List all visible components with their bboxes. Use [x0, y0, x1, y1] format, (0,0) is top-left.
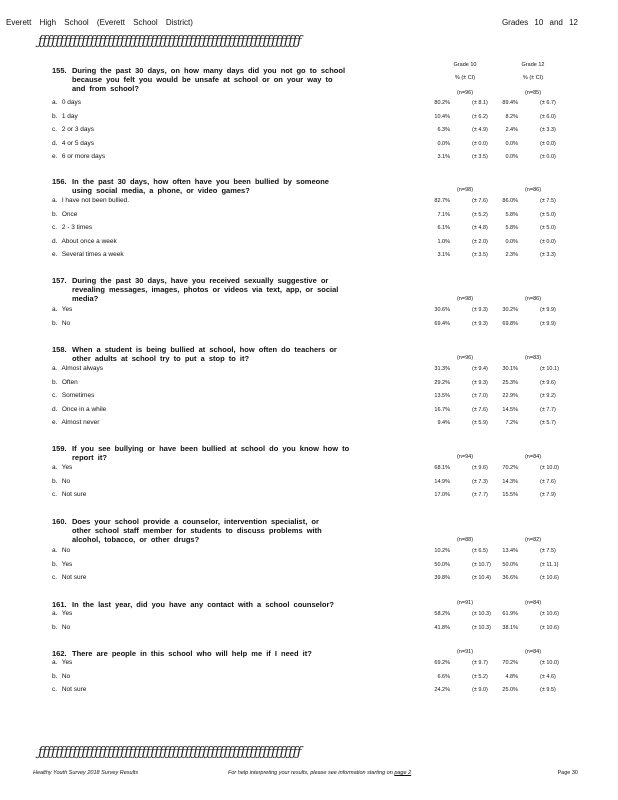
answer-letter: e. — [52, 153, 58, 161]
grade10-percent: 69.2% — [434, 660, 450, 666]
answer-letter: b. — [52, 378, 58, 386]
grade12-sample-size: (n=84) — [524, 600, 542, 606]
answer-text: No — [61, 547, 71, 554]
grade10-percent: 29.2% — [434, 379, 450, 386]
grade12-ci: (± 9.6) — [540, 379, 556, 386]
answer-text: Not sure — [61, 686, 87, 694]
grade12-percent: 0.0% — [505, 238, 518, 245]
answer-text: 1 day — [61, 112, 78, 120]
grade10-pct-ci: % (± CI) — [454, 75, 476, 81]
grade10-percent: 41.8% — [434, 624, 450, 631]
answer-letter: c. — [52, 126, 58, 134]
question-line: because you felt you would be unsafe at school or on your way to — [72, 75, 333, 84]
grade10-ci: (± 9.0) — [472, 687, 488, 694]
answer-row — [52, 153, 612, 163]
answer-letter: c. — [52, 574, 58, 582]
answer-row — [52, 478, 612, 488]
grade12-percent: 30.2% — [502, 307, 518, 313]
question-number: 161. — [52, 600, 67, 609]
question-number: 159. — [52, 444, 67, 453]
grade10-percent: 17.0% — [434, 492, 450, 499]
grade12-ci: (± 3.3) — [540, 252, 556, 259]
grade10-ci: (± 7.6) — [472, 198, 488, 204]
question-line: In the last year, did you have any contact with a school counselor? — [72, 600, 334, 609]
grade10-ci: (± 9.3) — [472, 307, 488, 313]
answer-text: 6 or more days — [61, 153, 106, 161]
grade12-percent: 61.9% — [502, 611, 518, 617]
answer-letter: e. — [52, 251, 58, 259]
grade10-percent: 6.6% — [437, 673, 450, 680]
grade12-percent: 69.8% — [502, 320, 518, 327]
answer-label — [52, 659, 72, 666]
answer-row — [52, 365, 612, 375]
grade10-percent: 6.1% — [437, 225, 450, 232]
grade10-ci: (± 10.7) — [472, 561, 491, 568]
grade12-ci: (± 10.0) — [540, 465, 559, 471]
answer-label — [52, 224, 92, 231]
answer-letter: a. — [52, 197, 58, 204]
question-line: During the past 30 days, have you received sexually suggestive or — [72, 276, 329, 285]
grade12-ci: (± 6.0) — [540, 113, 556, 120]
grade10-ci: (± 7.7) — [472, 492, 488, 499]
grade12-percent: 38.1% — [502, 624, 518, 631]
grade10-ci: (± 5.2) — [472, 211, 488, 218]
grade12-ci: (± 0.0) — [540, 154, 556, 161]
answer-letter: b. — [52, 560, 58, 568]
grade10-percent: 24.2% — [434, 687, 450, 694]
answer-letter: d. — [52, 139, 58, 147]
answer-row — [52, 673, 612, 683]
answer-label — [52, 238, 117, 245]
answer-row — [52, 392, 612, 402]
grade12-ci: (± 7.5) — [540, 198, 556, 204]
answer-letter: a. — [52, 547, 58, 554]
question-number: 156. — [52, 177, 67, 186]
answer-text: Almost always — [61, 365, 103, 372]
answer-label — [52, 491, 86, 498]
grade12-percent: 50.0% — [502, 561, 518, 568]
grade12-percent: 2.4% — [505, 127, 518, 134]
grade12-percent: 30.1% — [502, 366, 518, 372]
answer-row — [52, 464, 612, 474]
answer-text: Yes — [61, 659, 73, 666]
grade12-percent: 5.8% — [505, 225, 518, 232]
grade10-ci: (± 9.3) — [472, 379, 488, 386]
grade10-sample-size: (n=96) — [456, 90, 474, 96]
answer-label — [52, 561, 72, 568]
answer-text: No — [61, 672, 71, 680]
grade12-percent: 22.9% — [502, 393, 518, 400]
answer-label — [52, 211, 77, 218]
footer-help-text — [228, 770, 411, 776]
question-line: using social media, a phone, or video games? — [72, 186, 250, 195]
school-name: Everett High School (Everett School District) — [6, 18, 193, 27]
grade12-percent: 36.6% — [502, 575, 518, 582]
footer-survey-title: Healthy Youth Survey 2018 Survey Results — [33, 770, 139, 776]
answer-letter: b. — [52, 319, 58, 327]
grade10-sample-size: (n=91) — [456, 649, 474, 655]
grade12-sample-size: (n=83) — [524, 355, 542, 361]
question-text — [52, 66, 372, 93]
grade10-percent: 31.3% — [434, 366, 450, 372]
question-line: When a student is being bullied at school, how often do teachers or — [72, 345, 337, 354]
answer-letter: a. — [52, 464, 58, 471]
grade10-ci: (± 4.8) — [472, 225, 488, 232]
bottom-divider: ƒƒƒƒƒƒƒƒƒƒƒƒƒƒƒƒƒƒƒƒƒƒƒƒƒƒƒƒƒƒƒƒƒƒƒƒƒƒƒƒƒƒƒƒƒƒƒƒƒƒƒƒƒƒƒƒƒƒƒƒƒ — [38, 745, 302, 760]
question-line: There are people in this school who will help me if I need it? — [72, 649, 312, 658]
answer-text: Not sure — [61, 574, 87, 582]
grade10-sample-size: (n=96) — [456, 355, 474, 361]
grade10-ci: (± 7.0) — [472, 393, 488, 400]
answer-label — [52, 574, 86, 581]
grade12-percent: 25.3% — [502, 379, 518, 386]
answer-text: 2 or 3 days — [61, 126, 94, 134]
grade12-percent: 14.3% — [502, 478, 518, 485]
answer-text: Almost never — [61, 419, 100, 427]
answer-label — [52, 379, 78, 386]
answer-row — [52, 491, 612, 501]
answer-label — [52, 320, 70, 327]
answer-letter: d. — [52, 405, 58, 413]
grade12-percent: 4.8% — [505, 673, 518, 680]
grade10-ci: (± 10.3) — [472, 624, 491, 631]
question-text — [52, 345, 372, 363]
answer-row — [52, 547, 612, 557]
grade12-ci: (± 10.6) — [540, 624, 559, 631]
grade12-percent: 2.3% — [505, 252, 518, 259]
question-line: other adults at school try to put a stop to it? — [72, 354, 250, 363]
grade10-percent: 10.2% — [434, 548, 450, 554]
answer-row — [52, 574, 612, 584]
answer-row — [52, 610, 612, 620]
grade12-percent: 0.0% — [505, 140, 518, 147]
grade10-percent: 1.0% — [437, 238, 450, 245]
grade12-percent: 86.0% — [502, 198, 518, 204]
grade12-percent: 89.4% — [502, 100, 518, 106]
answer-text: Yes — [61, 306, 73, 313]
grade10-ci: (± 7.6) — [472, 406, 488, 413]
answer-text: Once in a while — [61, 405, 107, 413]
answer-letter: b. — [52, 477, 58, 485]
grade10-percent: 10.4% — [434, 113, 450, 120]
answer-letter: d. — [52, 237, 58, 245]
answer-text: No — [61, 623, 71, 631]
grade10-ci: (± 4.9) — [472, 127, 488, 134]
grade12-sample-size: (n=86) — [524, 187, 542, 193]
answer-text: Once — [61, 210, 78, 218]
grade10-ci: (± 10.4) — [472, 575, 491, 582]
page-number: Page 30 — [557, 770, 578, 776]
answer-letter: e. — [52, 419, 58, 427]
question-number: 158. — [52, 345, 67, 354]
answer-row — [52, 624, 612, 634]
answer-label — [52, 153, 105, 160]
answer-letter: a. — [52, 365, 58, 372]
grade12-percent: 25.0% — [502, 687, 518, 694]
answer-label — [52, 547, 70, 554]
question-line: report it? — [72, 453, 107, 462]
answer-row — [52, 224, 612, 234]
grade12-ci: (± 10.1) — [540, 366, 559, 372]
question-text — [52, 276, 372, 303]
answer-label — [52, 306, 72, 313]
question-text — [52, 600, 372, 609]
answer-letter: c. — [52, 224, 58, 232]
answer-label — [52, 126, 94, 133]
grade12-ci: (± 10.0) — [540, 660, 559, 666]
grade10-ci: (± 10.3) — [472, 611, 491, 617]
question-line: alcohol, tobacco, or other drugs? — [72, 535, 200, 544]
grade10-percent: 16.7% — [434, 406, 450, 413]
answer-label — [52, 464, 72, 471]
grade10-sample-size: (n=98) — [456, 296, 474, 302]
question-text — [52, 517, 372, 544]
answer-text: Yes — [61, 464, 73, 471]
question-line: revealing messages, images, photos or videos via text, app, or social — [72, 285, 339, 294]
answer-letter: a. — [52, 99, 58, 106]
grade10-sample-size: (n=88) — [456, 537, 474, 543]
grade12-percent: 8.2% — [505, 113, 518, 120]
grade10-percent: 3.1% — [437, 154, 450, 161]
answer-letter: a. — [52, 610, 58, 617]
answer-text: 0 days — [61, 99, 81, 106]
answer-text: No — [61, 319, 71, 327]
answer-row — [52, 320, 612, 330]
answer-label — [52, 140, 94, 147]
grade12-percent: 7.2% — [505, 420, 518, 427]
footer-help-prefix: For help interpreting your results, please see information starting on — [228, 770, 393, 776]
answer-label — [52, 113, 78, 120]
grade12-ci: (± 9.5) — [540, 687, 556, 694]
answer-text: 2 - 3 times — [61, 224, 93, 232]
answer-text: Yes — [61, 560, 73, 568]
answer-letter: a. — [52, 659, 58, 666]
grade10-ci: (± 5.9) — [472, 420, 488, 427]
grade10-ci: (± 2.0) — [472, 238, 488, 245]
answer-row — [52, 379, 612, 389]
grade12-ci: (± 7.6) — [540, 478, 556, 485]
grade10-percent: 68.1% — [434, 465, 450, 471]
answer-row — [52, 197, 612, 207]
grade12-sample-size: (n=86) — [524, 296, 542, 302]
grade10-ci: (± 9.4) — [472, 366, 488, 372]
grade10-percent: 0.0% — [437, 140, 450, 147]
question-text — [52, 177, 372, 195]
answer-text: I have not been bullied. — [61, 197, 130, 204]
grade10-ci: (± 7.3) — [472, 478, 488, 485]
answer-label — [52, 197, 129, 204]
grade10-sample-size: (n=94) — [456, 454, 474, 460]
question-text — [52, 444, 372, 462]
grade10-percent: 13.5% — [434, 393, 450, 400]
question-line: other school staff member for students to discuss problems with — [72, 526, 322, 535]
grade10-sample-size: (n=98) — [456, 187, 474, 193]
answer-row — [52, 99, 612, 109]
answer-label — [52, 406, 106, 413]
answer-row — [52, 406, 612, 416]
question-line: If you see bullying or have been bullied at school do you know how to — [72, 444, 350, 453]
grade10-percent: 3.1% — [437, 252, 450, 259]
grade10-percent: 82.7% — [434, 198, 450, 204]
answer-letter: c. — [52, 392, 58, 400]
grade10-title: Grade 10 — [453, 62, 477, 68]
question-number: 162. — [52, 649, 67, 658]
grade12-ci: (± 9.9) — [540, 320, 556, 327]
top-divider: ƒƒƒƒƒƒƒƒƒƒƒƒƒƒƒƒƒƒƒƒƒƒƒƒƒƒƒƒƒƒƒƒƒƒƒƒƒƒƒƒƒƒƒƒƒƒƒƒƒƒƒƒƒƒƒƒƒƒƒƒƒ — [38, 34, 302, 49]
answer-text: Several times a week — [61, 251, 124, 259]
question-line: and from school? — [72, 84, 139, 93]
grade12-ci: (± 9.9) — [540, 307, 556, 313]
grade12-ci: (± 5.0) — [540, 211, 556, 218]
answer-label — [52, 478, 70, 485]
grade12-ci: (± 6.7) — [540, 100, 556, 106]
grade10-percent: 30.6% — [434, 307, 450, 313]
answer-label — [52, 251, 124, 258]
answer-row — [52, 686, 612, 696]
answer-label — [52, 673, 70, 680]
answer-text: Yes — [61, 610, 73, 617]
grade12-title: Grade 12 — [521, 62, 545, 68]
grade10-sample-size: (n=91) — [456, 600, 474, 606]
answer-letter: b. — [52, 672, 58, 680]
answer-row — [52, 113, 612, 123]
answer-text: About once a week — [61, 237, 117, 245]
answer-label — [52, 610, 72, 617]
answer-row — [52, 306, 612, 316]
answer-letter: c. — [52, 491, 58, 499]
grade10-percent: 39.8% — [434, 575, 450, 582]
answer-label — [52, 99, 81, 106]
grade10-percent: 7.1% — [437, 211, 450, 218]
answer-label — [52, 686, 86, 693]
grade12-ci: (± 7.7) — [540, 406, 556, 413]
grade12-ci: (± 10.6) — [540, 575, 559, 582]
grade12-ci: (± 10.6) — [540, 611, 559, 617]
grade10-ci: (± 9.3) — [472, 320, 488, 327]
grade12-ci: (± 3.3) — [540, 127, 556, 134]
answer-letter: c. — [52, 686, 58, 694]
grade10-column-header — [440, 62, 490, 82]
answer-row — [52, 140, 612, 150]
grade10-percent: 69.4% — [434, 320, 450, 327]
grade10-ci: (± 3.5) — [472, 252, 488, 259]
answer-label — [52, 365, 103, 372]
answer-text: Sometimes — [61, 392, 95, 400]
answer-text: No — [61, 477, 71, 485]
answer-letter: b. — [52, 210, 58, 218]
answer-row — [52, 659, 612, 669]
grade12-percent: 5.8% — [505, 211, 518, 218]
grade12-percent: 0.0% — [505, 154, 518, 161]
grade10-percent: 9.4% — [437, 420, 450, 427]
grade12-column-header — [508, 62, 558, 82]
grade12-ci: (± 11.1) — [540, 561, 559, 568]
answer-text: 4 or 5 days — [61, 139, 94, 147]
grade12-ci: (± 0.0) — [540, 140, 556, 147]
grade10-ci: (± 6.5) — [472, 548, 488, 554]
grade10-percent: 14.9% — [434, 478, 450, 485]
answer-letter: a. — [52, 306, 58, 313]
question-line: During the past 30 days, on how many days did you not go to school — [72, 66, 346, 75]
grade12-ci: (± 0.0) — [540, 238, 556, 245]
grade12-ci: (± 5.7) — [540, 420, 556, 427]
grade10-ci: (± 9.6) — [472, 465, 488, 471]
question-line: Does your school provide a counselor, intervention specialist, or — [72, 517, 319, 526]
question-line: In the past 30 days, how often have you been bullied by someone — [72, 177, 329, 186]
grade12-ci: (± 4.6) — [540, 673, 556, 680]
answer-row — [52, 419, 612, 429]
grade10-ci: (± 6.2) — [472, 113, 488, 120]
grade10-percent: 80.2% — [434, 100, 450, 106]
grade12-percent: 13.4% — [502, 548, 518, 554]
grade10-ci: (± 0.0) — [472, 140, 488, 147]
question-number: 160. — [52, 517, 67, 526]
answer-label — [52, 419, 99, 426]
grade12-ci: (± 7.5) — [540, 548, 556, 554]
answer-label — [52, 624, 70, 631]
grade12-sample-size: (n=84) — [524, 454, 542, 460]
grade12-percent: 70.2% — [502, 465, 518, 471]
answer-label — [52, 392, 94, 399]
answer-row — [52, 126, 612, 136]
grade12-percent: 70.2% — [502, 660, 518, 666]
answer-row — [52, 251, 612, 261]
question-text — [52, 649, 372, 658]
grade12-ci: (± 5.0) — [540, 225, 556, 232]
grade12-percent: 15.5% — [502, 492, 518, 499]
grade12-sample-size: (n=82) — [524, 537, 542, 543]
footer-page-link[interactable]: page 2 — [394, 770, 412, 776]
grade12-sample-size: (n=85) — [524, 90, 542, 96]
grade10-ci: (± 9.7) — [472, 660, 488, 666]
grade10-ci: (± 8.1) — [472, 100, 488, 106]
grade10-percent: 6.3% — [437, 127, 450, 134]
answer-row — [52, 561, 612, 571]
question-number: 155. — [52, 66, 67, 75]
answer-row — [52, 211, 612, 221]
question-number: 157. — [52, 276, 67, 285]
grade10-ci: (± 3.5) — [472, 154, 488, 161]
grade12-percent: 14.5% — [502, 406, 518, 413]
grade10-percent: 58.2% — [434, 611, 450, 617]
grade10-percent: 50.0% — [434, 561, 450, 568]
grade10-ci: (± 5.2) — [472, 673, 488, 680]
grade12-pct-ci: % (± CI) — [522, 75, 544, 81]
grade12-sample-size: (n=84) — [524, 649, 542, 655]
question-line: media? — [72, 294, 99, 303]
answer-letter: b. — [52, 112, 58, 120]
answer-row — [52, 238, 612, 248]
grade12-ci: (± 7.9) — [540, 492, 556, 499]
grades-label: Grades 10 and 12 — [501, 18, 578, 27]
answer-text: Often — [61, 378, 78, 386]
grade12-ci: (± 9.2) — [540, 393, 556, 400]
answer-letter: b. — [52, 623, 58, 631]
answer-text: Not sure — [61, 491, 87, 499]
